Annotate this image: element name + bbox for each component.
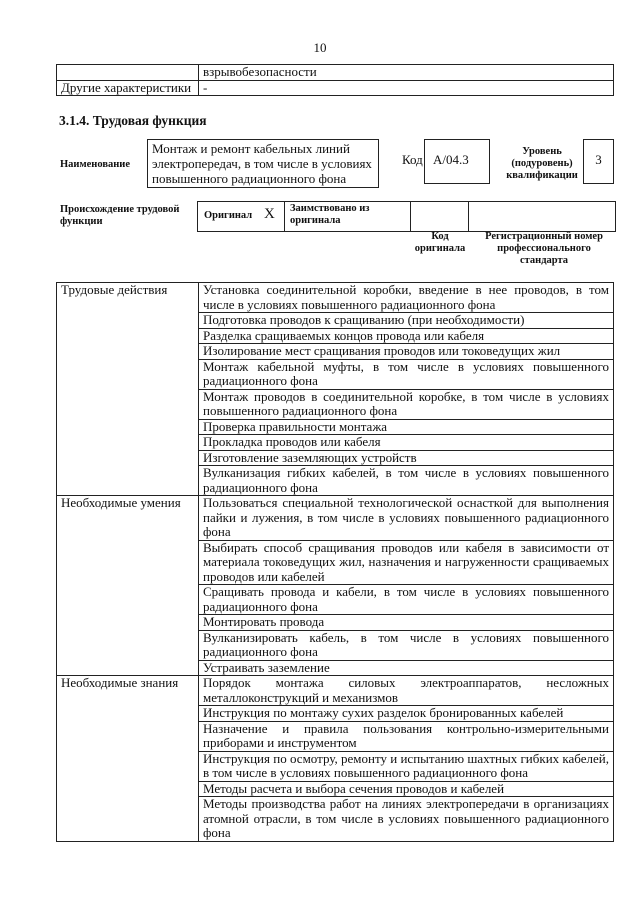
section-item: Порядок монтажа силовых электроаппаратов, несложных металлоконструкций и механизмов bbox=[199, 676, 614, 706]
section-item: Назначение и правила пользования контрольно-измерительными приборами и инструментом bbox=[199, 721, 614, 751]
code-value: A/04.3 bbox=[424, 139, 490, 184]
labor-function-table bbox=[56, 282, 614, 842]
name-label: Наименование bbox=[60, 159, 130, 170]
table-row bbox=[57, 283, 614, 313]
section-title: Трудовые действия bbox=[57, 283, 199, 496]
code-label: Код bbox=[402, 152, 423, 167]
origin-box bbox=[197, 201, 616, 232]
origin-label: Происхождение трудовой функции bbox=[60, 204, 180, 227]
section-item: Пользоваться специальной технологической оснасткой для выполнения пайки и лужения, в том числе в условиях повышенного радиационного фона bbox=[199, 496, 614, 541]
section-item: Методы расчета и выбора сечения проводов и кабелей bbox=[199, 781, 614, 797]
borrowed-label: Заимствовано из оригинала bbox=[290, 203, 370, 226]
section-item: Сращивать провода и кабели, в том числе в условиях повышенного радиационного фона bbox=[199, 585, 614, 615]
section-title: Необходимые знания bbox=[57, 676, 199, 842]
name-value: Монтаж и ремонт кабельных линий электропередач, в том числе в условиях повышенного радиационного фона bbox=[147, 139, 379, 188]
cell: - bbox=[199, 80, 614, 96]
level-label: Уровень (подуровень) квалификации bbox=[506, 146, 578, 181]
section-item: Разделка сращиваемых концов провода или кабеля bbox=[199, 328, 614, 344]
characteristics-table bbox=[56, 64, 614, 96]
code-original-label: Код оригинала bbox=[414, 231, 466, 254]
section-item: Проверка правильности монтажа bbox=[199, 419, 614, 435]
section-item: Выбирать способ сращивания проводов или кабеля в зависимости от материала токоведущих жил, назначения и нагруженности сращиваемых проводов или кабелей bbox=[199, 540, 614, 585]
page-number: 10 bbox=[313, 40, 327, 55]
section-item: Изготовление заземляющих устройств bbox=[199, 450, 614, 466]
reg-number-label: Регистрационный номер профессионального стандарта bbox=[485, 231, 603, 266]
table-row bbox=[57, 496, 614, 541]
section-item: Устраивать заземление bbox=[199, 660, 614, 676]
cell: Другие характеристики bbox=[57, 80, 199, 96]
section-item: Вулканизировать кабель, в том числе в условиях повышенного радиационного фона bbox=[199, 630, 614, 660]
section-heading: 3.1.4. Трудовая функция bbox=[59, 113, 207, 128]
section-item: Изолирование мест сращивания проводов или токоведущих жил bbox=[199, 344, 614, 360]
section-item: Подготовка проводов к сращиванию (при необходимости) bbox=[199, 313, 614, 329]
section-item: Вулканизация гибких кабелей, в том числе в условиях повышенного радиационного фона bbox=[199, 466, 614, 496]
original-label: Оригинал bbox=[204, 210, 253, 221]
cell: взрывобезопасности bbox=[199, 65, 614, 81]
level-value: 3 bbox=[583, 139, 614, 184]
section-item: Установка соединительной коробки, введение в нее проводов, в том числе в условиях повышенного радиационного фона bbox=[199, 283, 614, 313]
table-row bbox=[57, 676, 614, 706]
cell bbox=[57, 65, 199, 81]
section-item: Монтаж кабельной муфты, в том числе в условиях повышенного радиационного фона bbox=[199, 359, 614, 389]
section-item: Монтировать провода bbox=[199, 615, 614, 631]
section-title: Необходимые умения bbox=[57, 496, 199, 676]
section-item: Инструкция по осмотру, ремонту и испытанию шахтных гибких кабелей, в том числе в условиях повышенного радиационного фона bbox=[199, 751, 614, 781]
section-item: Инструкция по монтажу сухих разделок бронированных кабелей bbox=[199, 706, 614, 722]
section-item: Монтаж проводов в соединительной коробке, в том числе в условиях повышенного радиационного фона bbox=[199, 389, 614, 419]
section-item: Прокладка проводов или кабеля bbox=[199, 435, 614, 451]
section-item: Методы производства работ на линиях электропередачи в организациях атомной отрасли, в том числе в условиях повышенного радиационного фона bbox=[199, 797, 614, 842]
original-mark: X bbox=[264, 206, 275, 222]
